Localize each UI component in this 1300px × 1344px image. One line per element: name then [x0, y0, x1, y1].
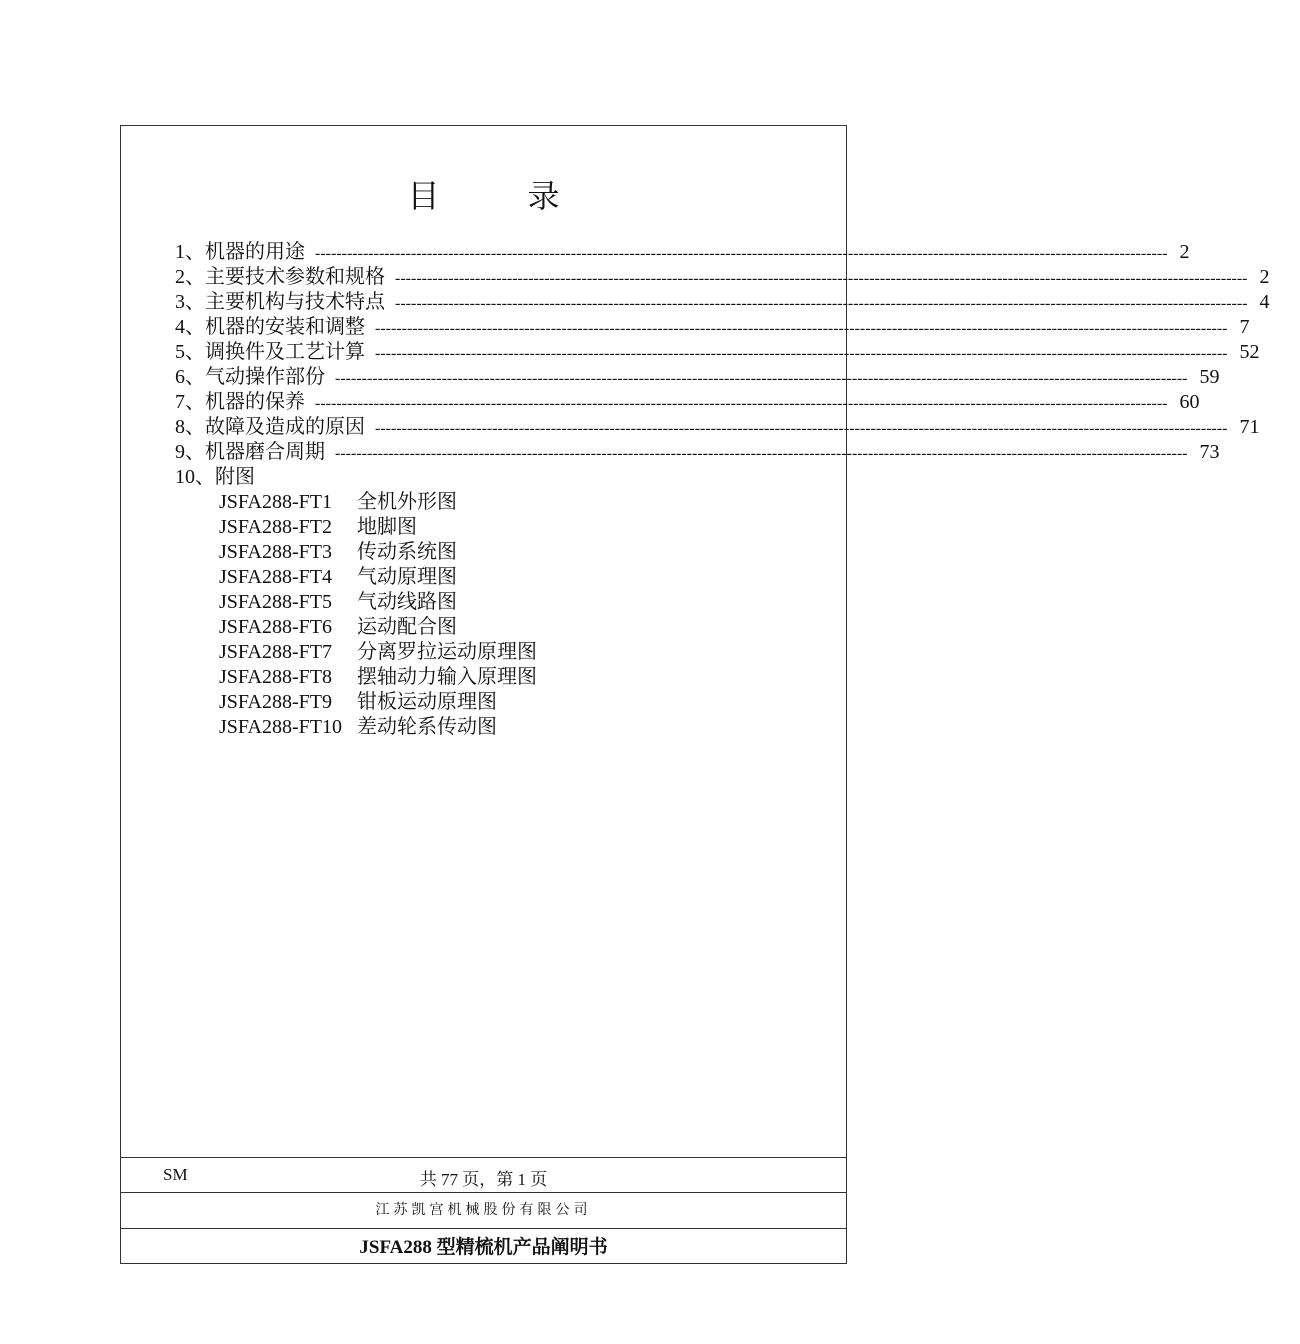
appendix-item: [175, 640, 815, 665]
document-frame: [120, 125, 1270, 1264]
appendix-item: [175, 715, 815, 740]
appendix-item-name: 差动轮系传动图: [357, 716, 497, 738]
appendix-item: [175, 490, 815, 515]
appendix-item-name: 钳板运动原理图: [357, 691, 497, 713]
toc-entry: [175, 315, 1250, 340]
toc-leader: ----------------------------------------------------------------------------------------------------------------------------------------------------------------: [315, 395, 1168, 412]
appendix-item-code: JSFA288-FT8: [219, 666, 332, 688]
appendix-item: [175, 615, 815, 640]
toc-entry-page: 71: [1239, 416, 1260, 438]
product-title: JSFA288 型精梳机产品阐明书: [359, 1237, 608, 1258]
appendix-item: [175, 665, 815, 690]
toc-entry-page: 2: [1179, 241, 1190, 263]
appendix-item-code: JSFA288-FT7: [219, 641, 332, 663]
toc-entry: [175, 290, 1270, 315]
toc-entry-label: 2、主要技术参数和规格: [175, 266, 385, 288]
toc-leader: ----------------------------------------------------------------------------------------------------------------------------------------------------------------: [335, 445, 1188, 462]
toc-entry-label: 8、故障及造成的原因: [175, 416, 365, 438]
toc-entry-page: 4: [1259, 291, 1270, 313]
footer-page-row: [121, 1157, 846, 1192]
toc-leader: ----------------------------------------------------------------------------------------------------------------------------------------------------------------: [315, 245, 1168, 262]
appendix-item-name: 气动原理图: [357, 566, 457, 588]
toc-entry-label: 9、机器磨合周期: [175, 441, 325, 463]
toc-entry-page: 59: [1199, 366, 1220, 388]
appendix-item-name: 气动线路图: [357, 591, 457, 613]
appendix-item-name: 摆轴动力输入原理图: [357, 666, 537, 688]
appendix-item-code: JSFA288-FT1: [219, 491, 332, 513]
toc-leader: ----------------------------------------------------------------------------------------------------------------------------------------------------------------: [395, 295, 1248, 312]
appendix-item: [175, 515, 815, 540]
appendix-item: [175, 565, 815, 590]
appendix-item-code: JSFA288-FT3: [219, 541, 332, 563]
appendix-item: [175, 690, 815, 715]
page-count: 共 77 页，第 1 页: [419, 1170, 548, 1189]
appendix-item-name: 传动系统图: [357, 541, 457, 563]
toc-entry: [175, 440, 1220, 465]
toc-entry-page: 73: [1199, 441, 1220, 463]
toc-entry-page: 7: [1239, 316, 1250, 338]
footer-product-row: [121, 1228, 846, 1265]
appendix-item-code: JSFA288-FT6: [219, 616, 332, 638]
toc-entry: [175, 365, 1220, 390]
toc-entry-label: 1、机器的用途: [175, 241, 305, 263]
footer-company-row: [121, 1192, 846, 1228]
appendix-item-name: 全机外形图: [357, 491, 457, 513]
appendix-item-code: JSFA288-FT2: [219, 516, 332, 538]
toc-entry-page: 60: [1179, 391, 1200, 413]
appendix-item-code: JSFA288-FT10: [219, 716, 342, 738]
toc-entry-label: 5、调换件及工艺计算: [175, 341, 365, 363]
appendix-item-code: JSFA288-FT5: [219, 591, 332, 613]
company-name: 江苏凯宫机械股份有限公司: [375, 1203, 592, 1218]
appendix-item: [175, 540, 815, 565]
page-title: 目 录: [407, 178, 600, 214]
appendix-heading-label: 10、附图: [175, 466, 255, 488]
toc-entry-label: 6、气动操作部份: [175, 366, 325, 388]
appendix-item-name: 运动配合图: [357, 616, 457, 638]
toc-leader: ----------------------------------------------------------------------------------------------------------------------------------------------------------------: [335, 370, 1188, 387]
toc-entry: [175, 240, 1190, 265]
table-of-contents: [175, 240, 1270, 740]
toc-entry-label: 4、机器的安装和调整: [175, 316, 365, 338]
toc-leader: ----------------------------------------------------------------------------------------------------------------------------------------------------------------: [375, 345, 1228, 362]
appendix-item-code: JSFA288-FT9: [219, 691, 332, 713]
appendix-heading: [175, 465, 815, 490]
toc-entry-label: 3、主要机构与技术特点: [175, 291, 385, 313]
toc-leader: ----------------------------------------------------------------------------------------------------------------------------------------------------------------: [395, 270, 1248, 287]
appendix-item-code: JSFA288-FT4: [219, 566, 332, 588]
appendix-item: [175, 590, 815, 615]
toc-entry: [175, 340, 1260, 365]
toc-leader: ----------------------------------------------------------------------------------------------------------------------------------------------------------------: [375, 420, 1228, 437]
toc-entry: [175, 265, 1270, 290]
toc-leader: ----------------------------------------------------------------------------------------------------------------------------------------------------------------: [375, 320, 1228, 337]
appendix-item-name: 地脚图: [357, 516, 417, 538]
toc-entry: [175, 390, 1200, 415]
toc-entry-label: 7、机器的保养: [175, 391, 305, 413]
toc-entry-page: 52: [1239, 341, 1260, 363]
document-code: SM: [163, 1165, 188, 1184]
appendix-item-name: 分离罗拉运动原理图: [357, 641, 537, 663]
toc-entry: [175, 415, 1260, 440]
toc-entry-page: 2: [1259, 266, 1270, 288]
